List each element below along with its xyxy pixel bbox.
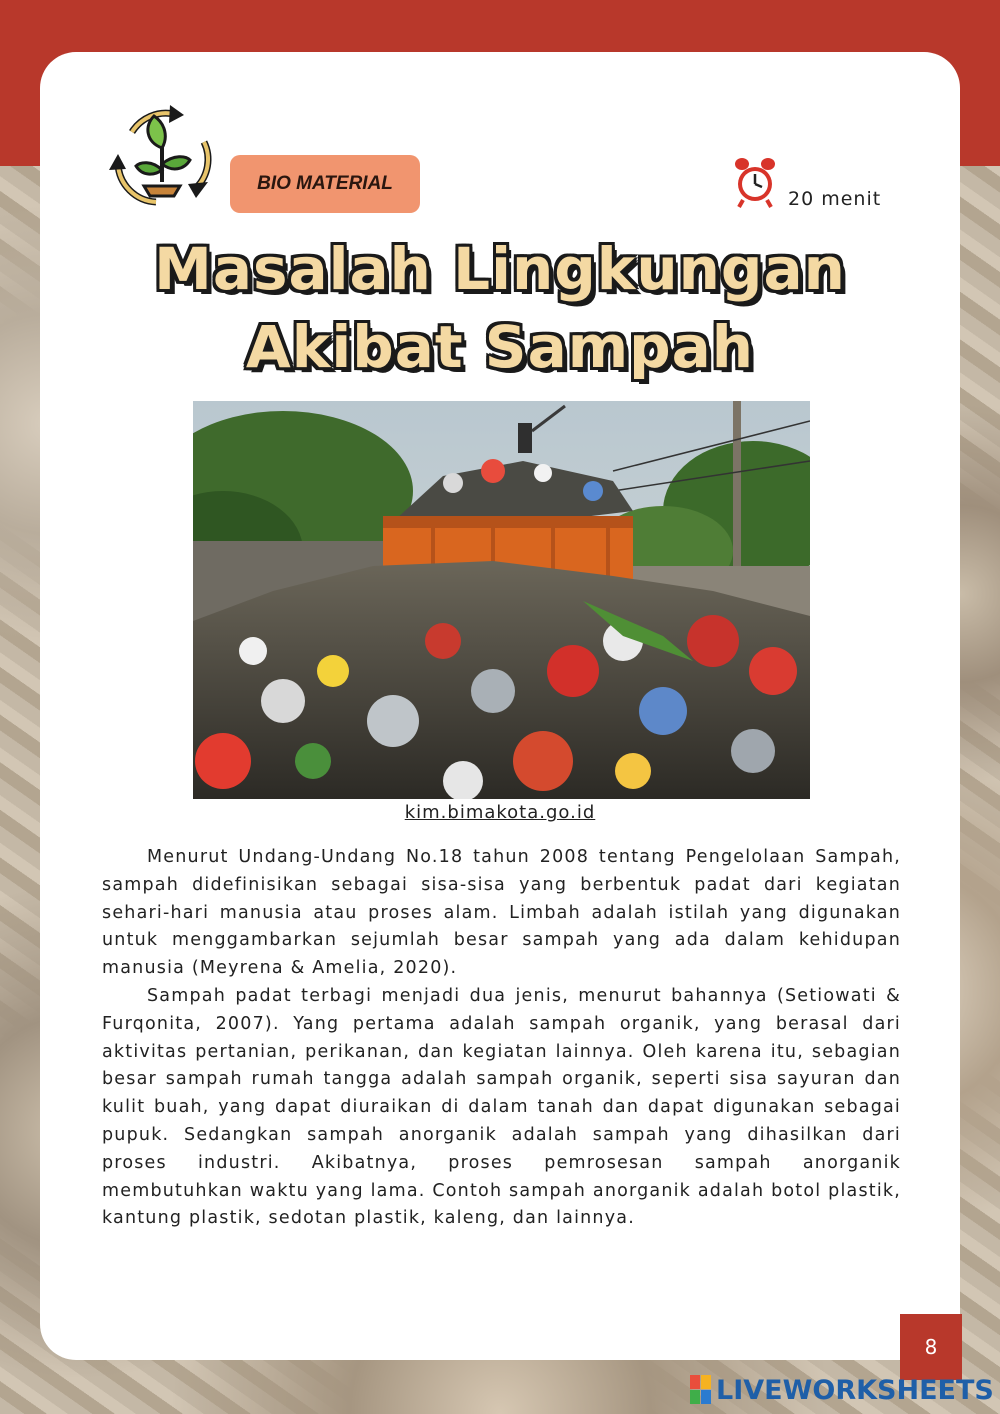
recycle-plant-icon xyxy=(104,102,220,212)
garbage-truck-photo xyxy=(193,401,810,799)
paragraph-1: Menurut Undang-Undang No.18 tahun 2008 tentang Pengelolaan Sampah, sampah didefinisikan sebagai sisa-sisa yang berbentuk padat dari kegiatan sehari-hari manusia atau proses alam. Limbah adalah istilah yang digunakan untuk menggambarkan sejumlah besar sampah yang ada dalam kehidupan manusia (Meyrena & Amelia, 2020). xyxy=(102,847,901,979)
page-number: 8 xyxy=(900,1314,962,1380)
image-source-link[interactable]: kim.bimakota.go.id xyxy=(404,802,596,823)
title-line-1: Masalah Lingkungan xyxy=(154,235,846,303)
liveworksheets-logo xyxy=(690,1372,994,1408)
body-text xyxy=(102,844,901,1233)
title-line-2: Akibat Sampah xyxy=(245,313,755,381)
alarm-clock-icon xyxy=(734,156,776,210)
page-title xyxy=(40,230,960,386)
liveworksheets-brand: LIVEWORKSHEETS xyxy=(716,1374,994,1406)
duration-label: 20 menit xyxy=(788,188,882,210)
category-tag: BIO MATERIAL xyxy=(230,155,420,213)
paragraph-2: Sampah padat terbagi menjadi dua jenis, menurut bahannya (Setiowati & Furqonita, 2007). Yang pertama adalah sampah organik, yang berasal dari aktivitas pertanian, perikanan, dan kegiatan lainnya. Oleh karena itu, sebagian besar sampah rumah tangga adalah sampah organik, seperti sisa sayuran dan kulit buah, yang dapat diuraikan di dalam tanah dan dapat digunakan sebagai pupuk. Sedangkan sampah anorganik adalah sampah yang dihasilkan dari proses industri. Akibatnya, proses pemrosesan sampah anorganik membutuhkan waktu yang lama. Contoh sampah anorganik adalah botol plastik, kantung plastik, sedotan plastik, kaleng, dan lainnya. xyxy=(102,985,901,1229)
worksheet-page xyxy=(40,52,960,1360)
liveworksheets-mark-icon xyxy=(690,1375,712,1405)
